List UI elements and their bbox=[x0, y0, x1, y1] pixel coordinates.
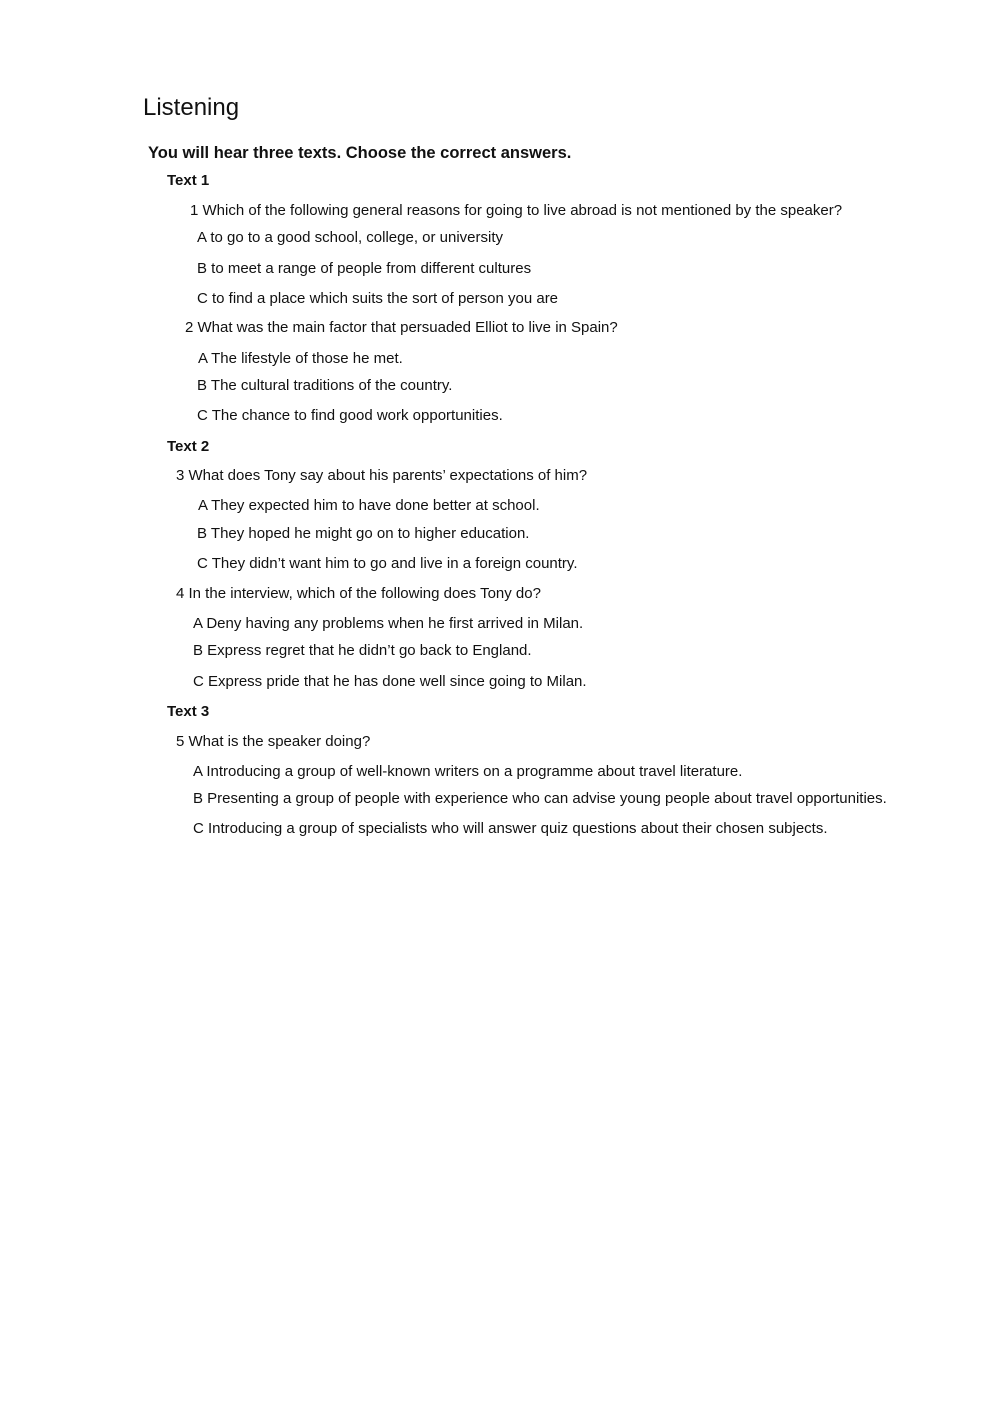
section-heading-text-1: Text 1 bbox=[167, 172, 210, 189]
question-4-option-b[interactable]: B Express regret that he didn’t go back to England. bbox=[193, 642, 532, 659]
page-title: Listening bbox=[143, 94, 240, 121]
question-5-option-a[interactable]: A Introducing a group of well-known writers on a programme about travel literature. bbox=[193, 763, 743, 780]
question-1-option-b[interactable]: B to meet a range of people from different cultures bbox=[197, 260, 532, 277]
question-3-option-b[interactable]: B They hoped he might go on to higher education. bbox=[197, 525, 530, 542]
section-heading-text-3: Text 3 bbox=[167, 703, 210, 720]
question-2-option-b[interactable]: B The cultural traditions of the country. bbox=[197, 377, 453, 394]
question-5: 5 What is the speaker doing? bbox=[176, 733, 371, 750]
question-3: 3 What does Tony say about his parents’ expectations of him? bbox=[176, 467, 588, 484]
question-4-option-c[interactable]: C Express pride that he has done well since going to Milan. bbox=[193, 673, 587, 690]
question-5-option-b[interactable]: B Presenting a group of people with experience who can advise young people about travel opportunities. bbox=[193, 790, 887, 807]
question-1-option-a[interactable]: A to go to a good school, college, or university bbox=[197, 229, 504, 246]
question-3-option-c[interactable]: C They didn’t want him to go and live in a foreign country. bbox=[197, 555, 578, 572]
question-2: 2 What was the main factor that persuaded Elliot to live in Spain? bbox=[185, 319, 618, 336]
question-2-option-c[interactable]: C The chance to find good work opportunities. bbox=[197, 407, 503, 424]
question-5-option-c[interactable]: C Introducing a group of specialists who will answer quiz questions about their chosen subjects. bbox=[193, 820, 828, 837]
question-1-option-c[interactable]: C to find a place which suits the sort of person you are bbox=[197, 290, 559, 307]
question-4: 4 In the interview, which of the following does Tony do? bbox=[176, 585, 541, 602]
question-3-option-a[interactable]: A They expected him to have done better at school. bbox=[198, 497, 540, 514]
question-2-option-a[interactable]: A The lifestyle of those he met. bbox=[198, 350, 403, 367]
section-heading-text-2: Text 2 bbox=[167, 438, 210, 455]
instructions: You will hear three texts. Choose the correct answers. bbox=[148, 144, 572, 162]
question-1: 1 Which of the following general reasons for going to live abroad is not mentioned by the speaker? bbox=[190, 202, 843, 219]
question-4-option-a[interactable]: A Deny having any problems when he first arrived in Milan. bbox=[193, 615, 584, 632]
